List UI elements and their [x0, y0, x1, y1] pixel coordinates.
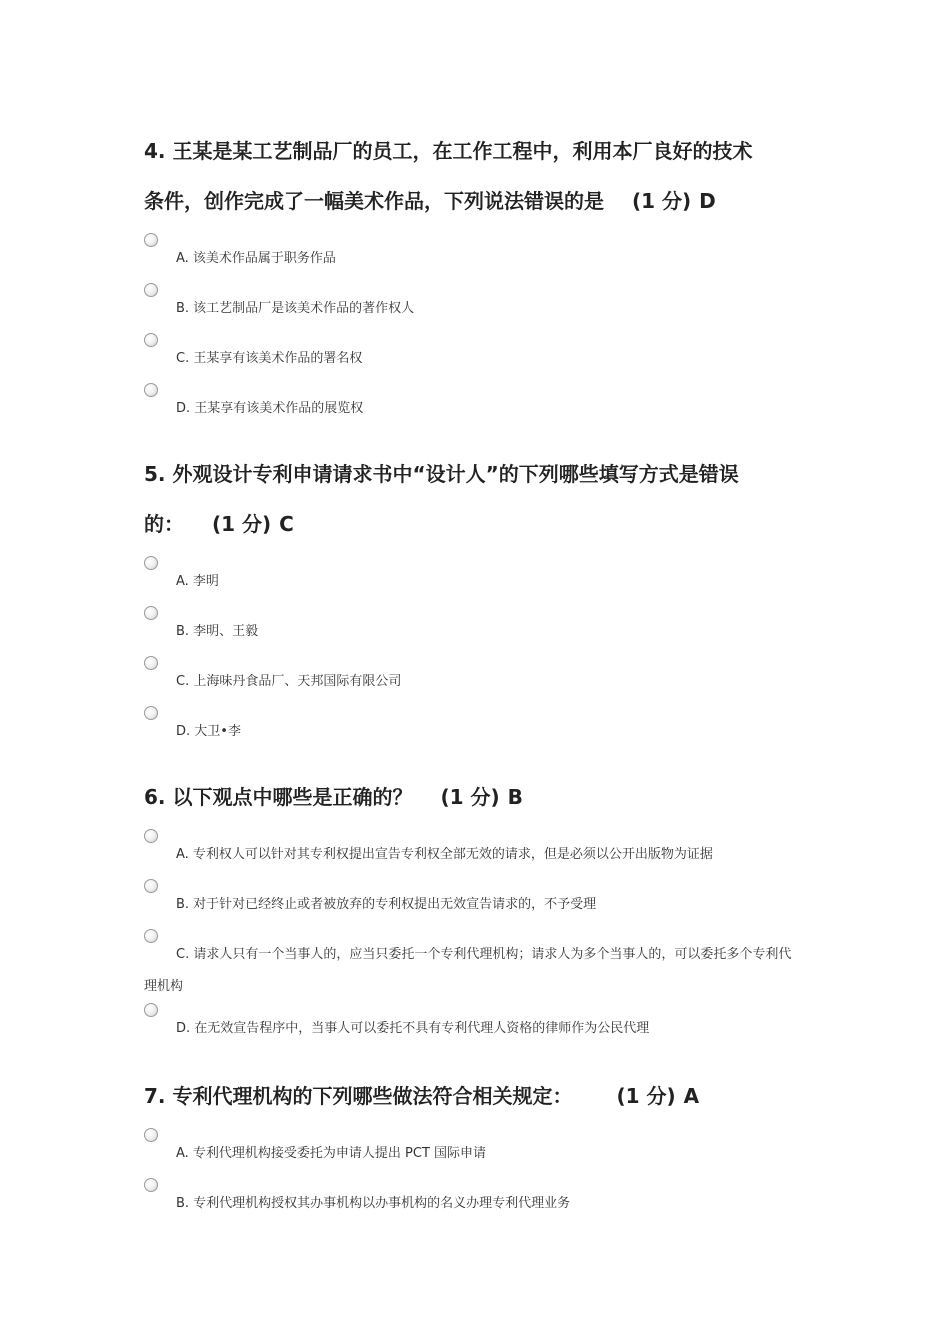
- question-score: (1 分): [440, 785, 500, 809]
- option-label: B. 李明、王毅: [176, 624, 259, 639]
- radio-button-icon[interactable]: [144, 706, 158, 720]
- option-label: A. 李明: [176, 574, 219, 589]
- option-label: D. 王某享有该美术作品的展览权: [176, 401, 364, 416]
- radio-button-icon[interactable]: [144, 333, 158, 347]
- question-6: [144, 772, 804, 1050]
- radio-button-icon[interactable]: [144, 556, 158, 570]
- option-d[interactable]: [144, 380, 804, 430]
- option-label: D. 在无效宣告程序中，当事人可以委托不具有专利代理人资格的律师作为公民代理: [176, 1021, 650, 1036]
- question-score: (1 分): [632, 189, 692, 213]
- option-label: C. 王某享有该美术作品的署名权: [176, 351, 363, 366]
- option-c[interactable]: [144, 926, 804, 1000]
- option-label: D. 大卫•李: [176, 724, 241, 739]
- radio-button-icon[interactable]: [144, 283, 158, 297]
- option-a[interactable]: [144, 230, 804, 280]
- option-a[interactable]: [144, 553, 804, 603]
- question-score: (1 分): [212, 512, 272, 536]
- option-label: A. 专利权人可以针对其专利权提出宣告专利权全部无效的请求，但是必须以公开出版物为证据: [176, 847, 713, 862]
- radio-button-icon[interactable]: [144, 656, 158, 670]
- option-label: A. 专利代理机构接受委托为申请人提出 PCT 国际申请: [176, 1146, 487, 1161]
- radio-button-icon[interactable]: [144, 1003, 158, 1017]
- option-c[interactable]: [144, 330, 804, 380]
- question-title-cont: 的： (1 分) C: [144, 512, 294, 536]
- option-label: A. 该美术作品属于职务作品: [176, 251, 336, 266]
- question-score: (1 分): [616, 1084, 676, 1108]
- radio-button-icon[interactable]: [144, 233, 158, 247]
- option-label: B. 专利代理机构授权其办事机构以办事机构的名义办理专利代理业务: [176, 1196, 571, 1211]
- question-answer: B: [507, 785, 523, 809]
- option-b[interactable]: [144, 876, 804, 926]
- question-title: 5. 外观设计专利申请请求书中“设计人”的下列哪些填写方式是错误: [144, 462, 739, 486]
- option-a[interactable]: [144, 1125, 804, 1175]
- option-b[interactable]: [144, 280, 804, 330]
- question-7: [144, 1071, 804, 1225]
- option-label: C. 上海味丹食品厂、天邦国际有限公司: [176, 674, 402, 689]
- question-title: 6. 以下观点中哪些是正确的？ (1 分) B: [144, 785, 523, 809]
- option-c[interactable]: [144, 653, 804, 703]
- radio-button-icon[interactable]: [144, 829, 158, 843]
- option-label: C. 请求人只有一个当事人的，应当只委托一个专利代理机构；请求人为多个当事人的，可以委托多个专利代理机构: [144, 947, 792, 994]
- option-d[interactable]: [144, 1000, 804, 1050]
- radio-button-icon[interactable]: [144, 879, 158, 893]
- option-d[interactable]: [144, 703, 804, 753]
- question-title: 7. 专利代理机构的下列哪些做法符合相关规定： (1 分) A: [144, 1084, 700, 1108]
- radio-button-icon[interactable]: [144, 383, 158, 397]
- question-answer: D: [699, 189, 716, 213]
- option-label: B. 该工艺制品厂是该美术作品的著作权人: [176, 301, 415, 316]
- question-answer: C: [279, 512, 294, 536]
- option-b[interactable]: [144, 603, 804, 653]
- question-title: 4. 王某是某工艺制品厂的员工，在工作工程中，利用本厂良好的技术: [144, 139, 753, 163]
- question-title-cont: 条件，创作完成了一幅美术作品，下列说法错误的是 (1 分) D: [144, 189, 716, 213]
- option-label: B. 对于针对已经终止或者被放弃的专利权提出无效宣告请求的，不予受理: [176, 897, 597, 912]
- question-5: [144, 449, 804, 753]
- option-b[interactable]: [144, 1175, 804, 1225]
- option-a[interactable]: [144, 826, 804, 876]
- radio-button-icon[interactable]: [144, 1178, 158, 1192]
- question-answer: A: [683, 1084, 700, 1108]
- radio-button-icon[interactable]: [144, 1128, 158, 1142]
- question-4: [144, 126, 804, 430]
- radio-button-icon[interactable]: [144, 606, 158, 620]
